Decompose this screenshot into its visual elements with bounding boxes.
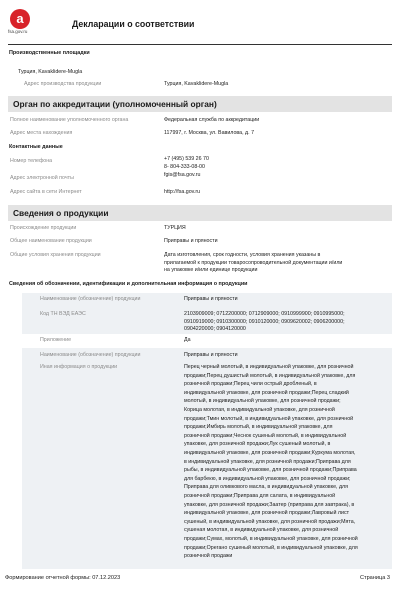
other-info-line: упаковке, для розничной продажи;Лук сушеный молотый, в	[184, 441, 331, 448]
report-date: Формирование отчетной формы: 07.12.2023	[5, 575, 121, 581]
other-info-line: продажи;Тмин молотый, в индивидуальной упаковке, для розничной	[184, 415, 354, 422]
identification-heading: Сведения об обозначении, идентификации и дополнительная информация о продукции	[9, 281, 248, 287]
other-info-line: Перец черный молотый, в индивидуальной упаковке, для розничной	[184, 364, 354, 370]
header-divider	[8, 44, 392, 45]
tnved-line-3: 0904220000; 0904120000	[184, 326, 246, 333]
other-info-line: индивидуальной упаковке, для розничной продажи;Куркума молотая,	[184, 450, 356, 456]
storage-line-3: на упаковке и/или единице продукции	[164, 267, 258, 274]
production-site-name: Турция, Kavaklidere-Mugla	[18, 69, 83, 75]
contacts-heading: Контактные данные	[9, 144, 63, 150]
page-header	[0, 0, 400, 44]
other-info-line: Корица молотая, в индивидуальной упаковке, для розничной	[184, 407, 335, 413]
tnved-line-1: 2103909009; 0712200000; 0712909000; 0910999900; 0910995000;	[184, 311, 345, 317]
production-address-value: Турция, Kavaklidere-Mugla	[164, 81, 229, 87]
storage-label: Общие условия хранения продукции	[10, 252, 101, 258]
accreditation-section-header	[8, 96, 392, 112]
website-label: Адрес сайта в сети Интернет	[10, 189, 82, 195]
storage-line-1: Дата изготовления, срок годности, условия хранения указаны в	[164, 252, 321, 258]
other-info-label: Иная информация о продукции	[40, 364, 118, 370]
other-info-line: розничной продажи;Приправа для салата, в индивидуальной	[184, 493, 336, 499]
name1-label: Наименование (обозначение) продукции	[40, 296, 141, 302]
accreditation-fullname-value: Федеральная служба по аккредитации	[164, 117, 260, 123]
email-label: Адрес электронной почты	[10, 175, 74, 181]
tnved-label: Код ТН ВЭД ЕАЭС	[40, 311, 86, 317]
other-info-line: продажи;Орегано сушеный молотый, в индивидуальной упаковке, для	[184, 544, 358, 551]
other-info-line: в индивидуальной упаковке, для розничной продажи;Приправа для	[184, 458, 351, 465]
other-info-line: Приправа для оливкового масла, в индивидуальной упаковке, для	[184, 484, 349, 491]
accreditation-fullname-label: Полное наименование уполномоченного органа	[10, 117, 129, 123]
production-sites-heading: Производственные площадки	[9, 50, 90, 56]
name2-value: Приправы и пряности	[184, 352, 238, 358]
product-section-header	[8, 205, 392, 221]
phone-label: Номер телефона	[10, 158, 53, 164]
other-info-line: сушеный, в индивидуальной упаковке, для розничной продажи;Мята,	[184, 518, 356, 525]
other-info-line: индивидуальной упаковке, для розничной продажи;Перец сладкий	[184, 389, 349, 396]
other-info-line: розничной продажи;Чеснок сушеный молотый, в индивидуальной	[184, 432, 347, 439]
appendix-value: Да	[184, 337, 191, 343]
origin-value: ТУРЦИЯ	[164, 225, 186, 231]
accreditation-heading: Орган по аккредитации (уполномоченный орган)	[13, 99, 217, 109]
phone-line-2: 8- 804-333-08-00	[164, 164, 205, 170]
email-value[interactable]: fgis@fsa.gov.ru	[164, 172, 201, 178]
product-name-label: Общее наименование продукции	[10, 238, 92, 244]
other-info-line: сушеная молотая, в индивидуальной упаковке, для розничной	[184, 527, 339, 534]
other-info-line: упаковке, для розничной продажи;Заатер (приправа для завтрака), в	[184, 501, 355, 508]
name1-value: Приправы и пряности	[184, 296, 238, 302]
logo-mark: a	[10, 9, 30, 29]
tnved-line-2: 0910919000; 0910300000; 0910120000; 0909620002; 0906200000;	[184, 318, 345, 325]
other-info-line: индивидуальной упаковке, для розничной продажи;Лавровый лист	[184, 510, 350, 517]
other-info-line: продажи;Сумах, молотый, в индивидуальной упаковке, для розничной	[184, 536, 358, 542]
other-info-line: продажи;Имбирь молотый, в индивидуальной упаковке, для	[184, 424, 333, 431]
appendix-label: Приложение	[40, 337, 72, 343]
logo-text: fsa.gov.ru	[8, 29, 28, 34]
accreditation-address-value: 117997, г. Москва, ул. Вавилова, д. 7	[164, 130, 255, 136]
other-info-line: продажи;Перец душистый молотый, в индивидуальной упаковке, для	[184, 372, 356, 379]
phone-line-1: +7 (495) 539 26 70	[164, 156, 209, 162]
website-value[interactable]: http://fsa.gov.ru	[164, 189, 201, 195]
storage-line-2: прилагаемой к продукции товаросопроводительной документации и/или	[164, 259, 343, 266]
product-heading: Сведения о продукции	[13, 208, 109, 218]
fsa-logo	[8, 7, 42, 37]
other-info-line: розничной продажи;Перец чили острый дробленый, в	[184, 381, 317, 388]
other-info-line: молотый, в индивидуальной упаковке, для розничной продажи;	[184, 398, 341, 405]
origin-label: Происхождение продукции	[10, 225, 77, 231]
production-address-label: Адрес производства продукции	[24, 81, 102, 87]
page-number: Страница 3	[359, 575, 390, 581]
name2-label: Наименование (обозначение) продукции	[40, 352, 141, 358]
other-info-line: рыбы, в индивидуальной упаковке, для розничной продажи;Приправа	[184, 467, 357, 474]
product-name-value: Приправы и пряности	[164, 238, 218, 244]
other-info-line: для барбекю, в индивидуальной упаковке, для розничной продажи;	[184, 475, 351, 482]
accreditation-address-label: Адрес места нахождения	[10, 130, 73, 136]
document-title: Декларации о соответствии	[72, 19, 195, 29]
other-info-line: розничной продажи	[184, 553, 233, 560]
